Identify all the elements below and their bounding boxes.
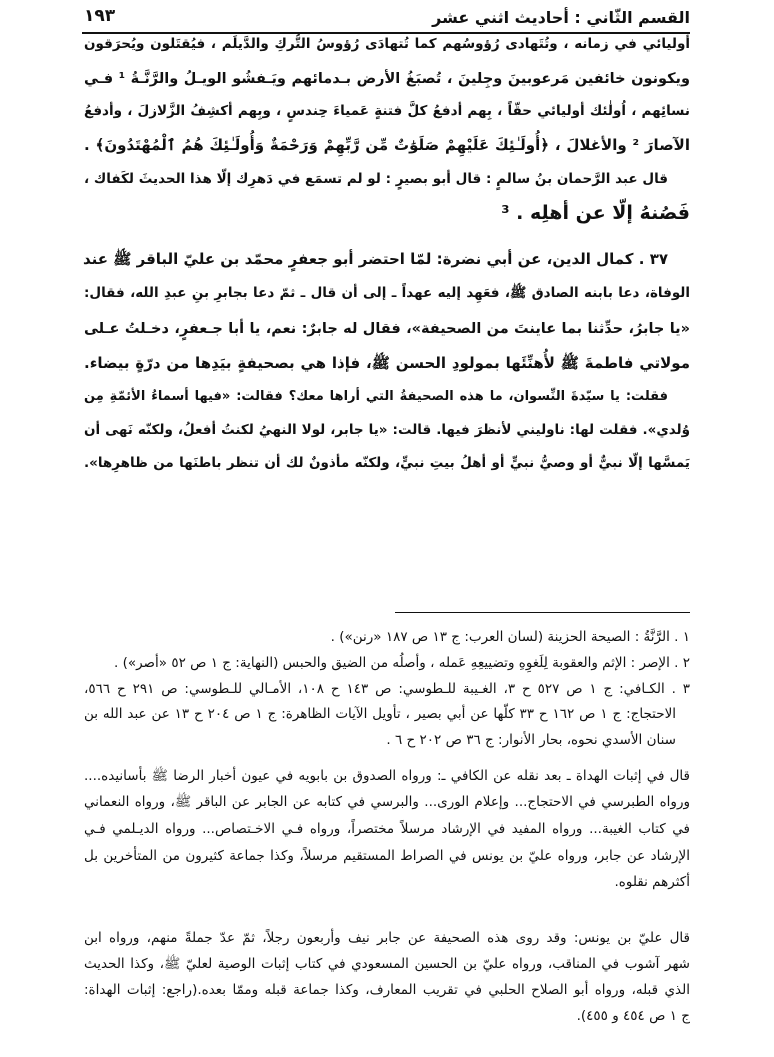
hadith-heading-line: ٣٧ . كمال الدين، عن أبي نضرة: لمّا احتضر أبو جعفرٍ محمّد بن عليّ الباقر ﷺ عند <box>83 250 668 268</box>
body-line: فَصُنهُ إلّا عن أهلِه . ³ <box>501 202 690 224</box>
footnote-line: ١ . الرَّنَّةُ : الصيحة الحزينة (لسان العرب: ج ١٣ ص ١٨٧ «رنن») . <box>330 629 690 645</box>
body-line: الآصارَ ² والأغلالَ ، ﴿أُولَـٰئِكَ عَلَيْهِمْ صَلَوَٰتٌ مِّن رَّبِّهِمْ وَرَحْمَةٌ وَأُولَـٰئِكَ هُمُ ٱلْمُهْتَدُونَ﴾ . <box>84 136 690 154</box>
header-rule <box>82 32 690 34</box>
footnote-line: سنان الأسدي نحوه، بحار الأنوار: ج ٣٦ ص ٢٠٢ ح ٦ . <box>386 732 676 748</box>
footnote-line: الإرشاد عن جابر، ورواه عليّ بن يونس في الصراط المستقيم مرسلاً، وكذا جماعة كثيرون من المتأخرين بل <box>84 848 690 864</box>
body-line: ويكونون خائفين مَرعوبينَ وجِلينَ ، تُصبَغُ الأرض بـدمائهم ويَـفشُو الويـلُ والرَّنَّـةُ ¹ فـي <box>84 71 690 87</box>
footnote-line: ٢ . الإصر : الإثم والعقوبة لِلَغوِهِ وتضييعِهِ عَمله ، وأصلُه من الضيق والحبس (النهاية: ج ١ ص ٥٢ «أصر») . <box>113 655 690 671</box>
body-line: فقلت: يا سيّدةَ النِّسوان، ما هذه الصحيفةُ التي أراها معك؟ فقالت: «فيها أسماءُ الأئمّةِ مِن <box>84 389 668 404</box>
footnote-line: شهر آشوب في المناقب، ورواه عليّ بن الحسين المسعودي في كتاب إثبات الوصية لعليّ ﷺ، وكذا الحديث <box>84 956 690 972</box>
body-line: وُلدي». فقلت لها: ناوليني لأنظرَ فيها. قالت: «يا جابر، لولا النهيُ لكنتُ أفعلُ، ولكنّه نَهى أن <box>84 422 690 438</box>
body-line: قال عبد الرَّحمان بنُ سالمٍ : قال أبو بصيرٍ : لو لم تسمَع في دَهرِك إلّا هذا الحديثَ لكَفاك ، <box>84 171 668 187</box>
body-line: مولاتي فاطمةَ ﷺ لأُهنِّئَها بمولودِ الحسن ﷺ، فإذا هي بصحيفةٍ بيَدِها من درّةٍ بيضاء. <box>84 354 690 372</box>
footnote-line: أكثرهم نقلوه. <box>614 874 690 890</box>
body-line: «يا جابرُ، حدِّثنا بما عاينتَ من الصحيفة»، فقال له جابرٌ: نعم، يا أبا جـعفرٍ، دخـلتُ عـلى <box>84 321 690 337</box>
footnote-line: ٣ . الكـافي: ج ١ ص ٥٢٧ ح ٣، الغـيبة للـطوسي: ص ١٤٣ ح ١٠٨، الأمـالي للـطوسي: ص ٢٩١ ح ٥٦٦، <box>84 681 691 697</box>
body-line: أوليائي في زمانه ، وتُتَهادى رُؤوسُهم كما تُتهادَى رُؤوسُ التُّركِ والدَّيلَم ، فيُقتَلون ويُحرَقون <box>84 36 690 52</box>
footnote-line: قال في إثبات الهداة ـ بعد نقله عن الكافي ـ: ورواه الصدوق بن بابويه في عيون أخبار الرضا ﷺ بأسانيده.... <box>84 768 690 784</box>
footnote-line: ورواه الطبرسي في الاحتجاج... وإعلام الورى... والبرسي في كتابه عن الجابر عن الباقر ﷺ، ورواه النعماني <box>84 794 690 810</box>
footnote-line: الاحتجاج: ج ١ ص ١٦٢ ح ٣٣ كلّها عن أبي بصير ، تأويل الآيات الظاهرة: ج ١ ص ٢٠٤ ح ١٣ عن عبد الله بن <box>84 706 677 722</box>
body-line: يَمسَّها إلّا نبيٌّ أو وصيُّ نبيٍّ أو أهلُ بيتِ نبيٍّ، ولكنّه مأذونٌ لك أن تنظر باطنَها من ظاهرِها». <box>84 455 690 471</box>
footnote-line: قال عليّ بن يونس: وقد روى هذه الصحيفة عن جابر نيف وأربعون رجلاً، ثمّ عدّ جملةً منهم، ورواه ابن <box>84 930 690 946</box>
footnote-line: الذي قبله، ورواه أبو الصلاح الحلبي في تقريب المعارف، وكذا جماعة قبله وممّا بعده.(راجع: إثبات الهداة: <box>84 982 690 998</box>
body-line: نسائِهم ، اُولٰئك أوليائي حقّاً ، بِهم أدفعُ كلَّ فتنةٍ عَمياءَ حِندسٍ ، وبِهم أكشِفُ الزَّلازلَ ، وأدفعُ <box>84 103 690 119</box>
footnote-rule <box>395 612 690 613</box>
footnote-line: في كتاب الغيبة... ورواه المفيد في الإرشاد مرسلاً مختصراً، ورواه فـي الاخـتصاص... ورواه الديـلمي فـي <box>84 821 690 837</box>
body-line: الوفاة، دعا بابنه الصادق ﷺ، فعَهِد إليه عهداً ـ إلى أن قال ـ ثمّ دعا بجابرِ بنِ عبدِ الله، فقال: <box>84 285 690 301</box>
page-number: ١٩٣ <box>84 6 116 26</box>
footnote-line: ج ١ ص ٤٥٤ و ٤٥٥). <box>576 1008 690 1024</box>
header-title: القسم الثّاني : أحاديث اثني عشر <box>432 8 690 27</box>
